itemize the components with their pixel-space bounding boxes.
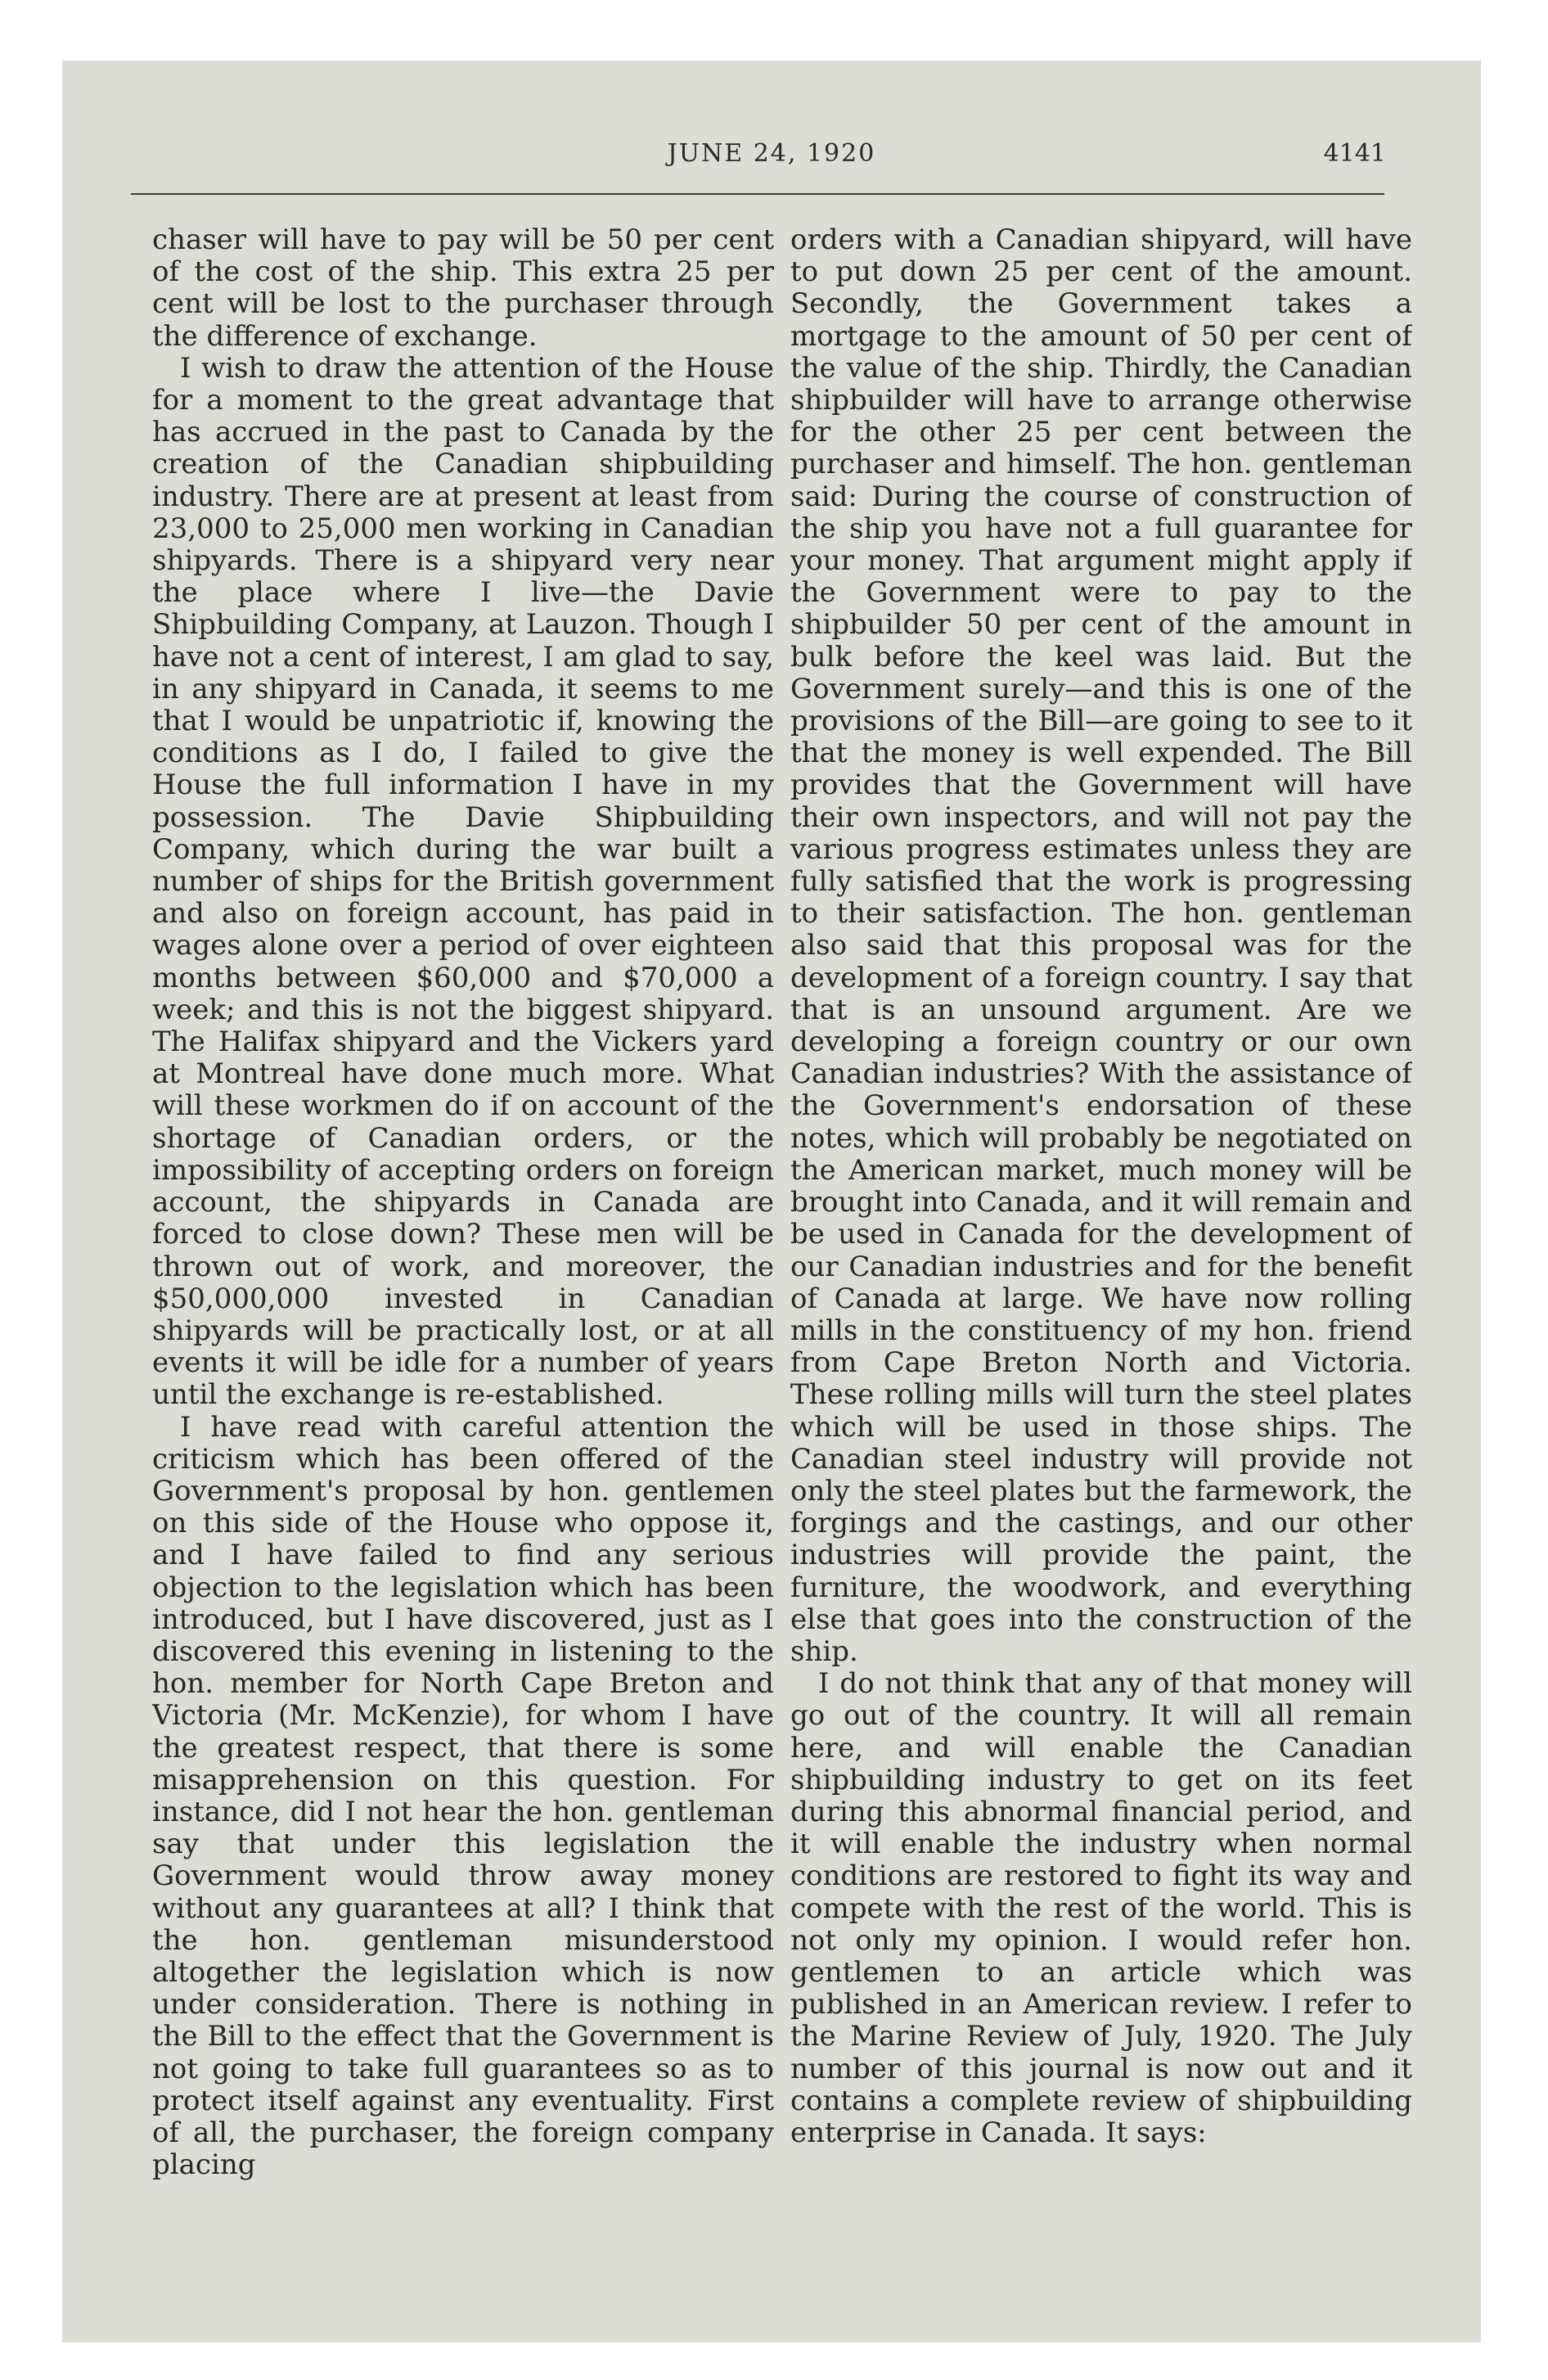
left-column [152,224,774,2205]
page-number: 4141 [1323,139,1386,168]
page-date: JUNE 24, 1920 [667,139,876,168]
header-rule [131,193,1384,195]
right-column [790,224,1412,2205]
scanned-page [62,61,1481,2342]
paragraph: I do not think that any of that money will go out of the country. It will all remain here, and will enable the Canadian shipbuilding industry to get on its feet during this abnormal financial period, and it will enable the industry when normal conditions are restored to fight its way and compete with the rest of the world. This is not only my opinion. I would refer hon. gentlemen to an article which was published in an American review. I refer to the Marine Review of July, 1920. The July number of this journal is now out and it contains a complete review of shipbuilding enterprise in Canada. It says: [790,1667,1412,2149]
paragraph: orders with a Canadian shipyard, will have to put down 25 per cent of the amount. Secondly, the Government takes a mortgage to the amount of 50 per cent of the value of the ship. Thirdly, the Canadian shipbuilder will have to arrange otherwise for the other 25 per cent between the purchaser and himself. The hon. gentleman said: During the course of construction of the ship you have not a full guarantee for your money. That argument might apply if the Government were to pay to the shipbuilder 50 per cent of the amount in bulk before the keel was laid. But the Government surely—and this is one of the provisions of the Bill—are going to see to it that the money is well expended. The Bill provides that the Government will have their own inspectors, and will not pay the various progress estimates unless they are fully satisfied that the work is progressing to their satisfaction. The hon. gentleman also said that this proposal was for the development of a foreign country. I say that that is an unsound argument. Are we developing a foreign country or our own Canadian industries? With the assistance of the Government's endorsation of these notes, which will probably be negotiated on the American market, much money will be brought into Canada, and it will remain and be used in Canada for the development of our Canadian industries and for the benefit of Canada at large. We have now rolling mills in the constituency of my hon. friend from Cape Breton North and Victoria. These rolling mills will turn the steel plates which will be used in those ships. The Canadian steel industry will provide not only the steel plates but the farmework, the forgings and the castings, and our other industries will provide the paint, the furniture, the woodwork, and everything else that goes into the construction of the ship. [790,224,1412,1668]
paragraph: I have read with careful attention the criticism which has been offered of the Government's proposal by hon. gentlemen on this side of the House who oppose it, and I have failed to find any serious objection to the legislation which has been introduced, but I have discovered, just as I discovered this evening in listening to the hon. member for North Cape Breton and Victoria (Mr. McKenzie), for whom I have the greatest respect, that there is some misapprehension on this question. For instance, did I not hear the hon. gentleman say that under this legislation the Government would throw away money without any guarantees at all? I think that the hon. gentleman misunderstood altogether the legislation which is now under consideration. There is nothing in the Bill to the effect that the Government is not going to take full guarantees so as to protect itself against any eventuality. First of all, the purchaser, the foreign company placing [152,1410,774,2182]
paragraph: I wish to draw the attention of the House for a moment to the great advantage that has accrued in the past to Canada by the creation of the Canadian shipbuilding industry. There are at present at least from 23,000 to 25,000 men working in Canadian shipyards. There is a shipyard very near the place where I live—the Davie Shipbuilding Company, at Lauzon. Though I have not a cent of interest, I am glad to say, in any shipyard in Canada, it seems to me that I would be unpatriotic if, knowing the conditions as I do, I failed to give the House the full information I have in my possession. The Davie Shipbuilding Company, which during the war built a number of ships for the British government and also on foreign account, has paid in wages alone over a period of over eighteen months between $60,000 and $70,000 a week; and this is not the biggest shipyard. The Halifax shipyard and the Vickers yard at Montreal have done much more. What will these workmen do if on account of the shortage of Canadian orders, or the impossibility of accepting orders on foreign account, the shipyards in Canada are forced to close down? These men will be thrown out of work, and moreover, the $50,000,000 invested in Canadian shipyards will be practically lost, or at all events it will be idle for a number of years until the exchange is re-established. [152,351,774,1412]
paragraph: chaser will have to pay will be 50 per cent of the cost of the ship. This extra 25 per cent will be lost to the purchaser through the difference of exchange. [152,224,774,353]
page-header [62,61,1481,208]
